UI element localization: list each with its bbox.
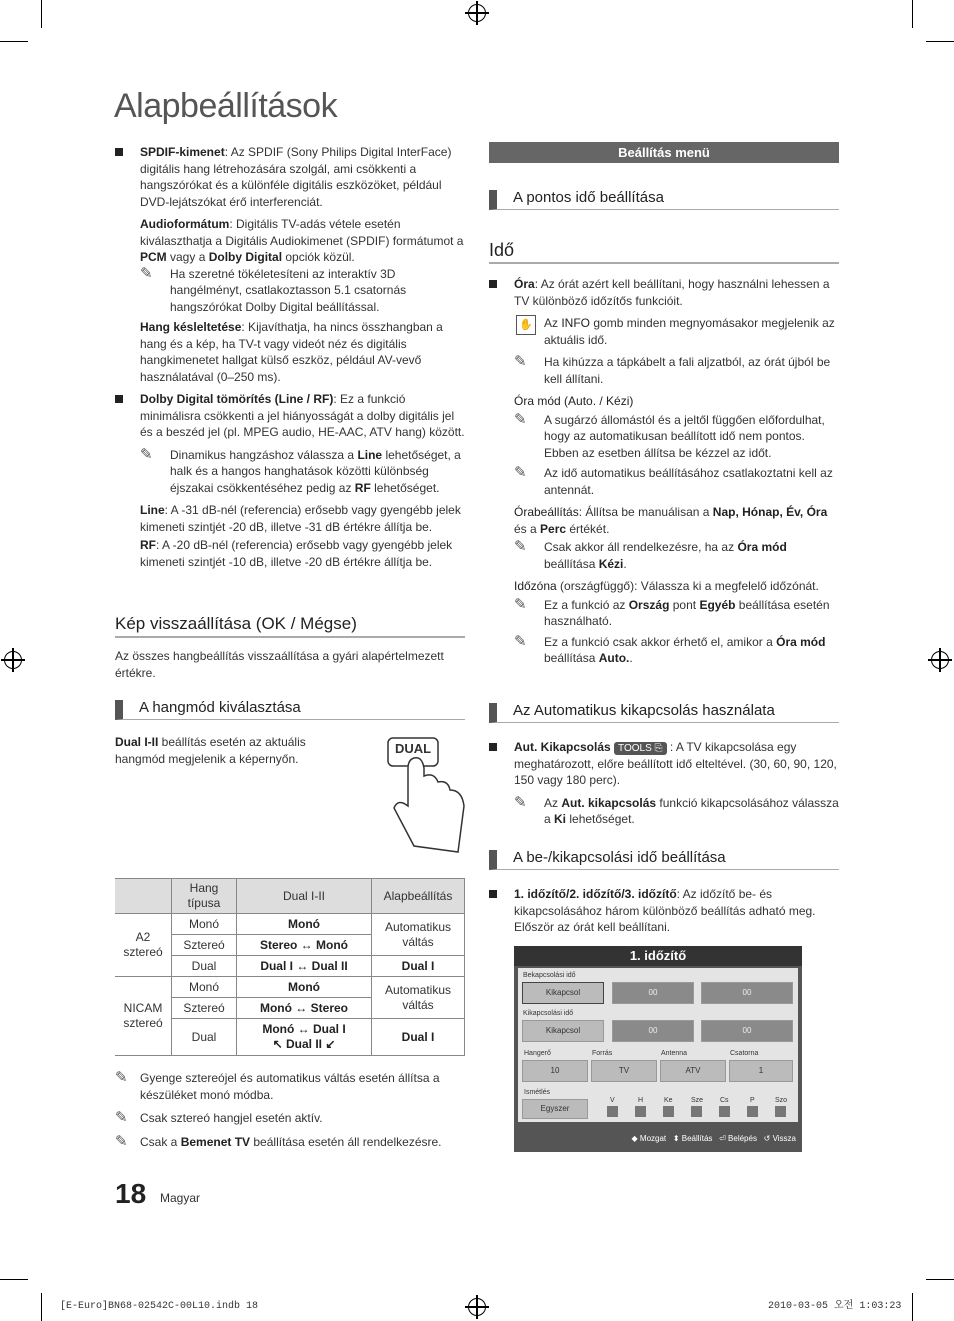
enter-icon: ⏎ (719, 1134, 726, 1143)
line-text: : A -31 dB-nél (referencia) erősebb vagy gyengébb jelek kimeneti szintjét -20 dB, illetve -31 dB értékre állítja be. (140, 503, 461, 534)
note-pencil-icon: ✎ (514, 595, 527, 613)
clock-set-bold: Perc (540, 521, 567, 536)
bullet-icon (489, 890, 497, 898)
table-cell: Dual (172, 1019, 237, 1056)
osd-day-checkbox[interactable] (635, 1106, 646, 1117)
note (115, 1070, 467, 1103)
bullet-icon (115, 395, 123, 403)
table-header: Dual I-II (237, 879, 372, 914)
note-text: Csak a (140, 1134, 181, 1149)
note-pencil-icon: ✎ (115, 1109, 128, 1126)
registration-mark-icon (468, 1298, 486, 1316)
note-text: Ez a funkció csak akkor érhető el, amikor a (544, 634, 777, 649)
time-heading: Idő (489, 242, 839, 264)
osd-value: Kikapcsol (545, 1026, 581, 1035)
auto-off-heading: Az Automatikus kikapcsolás használata (489, 703, 839, 723)
note-text: Csak sztereó hangjel esetén aktív. (140, 1111, 323, 1125)
table-cell: Automatikus váltás (372, 914, 465, 956)
ddc-label: Dolby Digital tömörítés (Line / RF) (140, 392, 334, 406)
osd-value: 00 (648, 1026, 658, 1035)
timer-section (489, 886, 839, 936)
table-header: Alapbeállítás (372, 879, 465, 914)
note (514, 597, 839, 630)
note (140, 266, 467, 316)
note-text: Ha szeretné tökéletesíteni az interaktív 3D hangélményt, csatlakoztasson 5.1 csatornás hangszórókat Dolby Digital beállítással. (170, 266, 407, 314)
note-pencil-icon: ✎ (514, 353, 527, 370)
osd-source-label: Forrás (592, 1050, 613, 1057)
table-cell: Sztereó (172, 998, 237, 1019)
osd-body (518, 968, 798, 1122)
note (514, 315, 839, 348)
adjust-icon: ⬍ (672, 1134, 680, 1143)
tools-badge (614, 742, 667, 755)
note-rf-label: RF (354, 480, 371, 495)
note-text: Csak akkor áll rendelkezésre, ha az (544, 540, 738, 554)
sound-mode-heading: A hangmód kiválasztása (115, 700, 465, 720)
note-text: lehetőséget. (370, 480, 440, 495)
osd-day-checkbox[interactable] (663, 1106, 674, 1117)
note (514, 465, 839, 498)
line-label: Line (140, 503, 165, 517)
osd-day-checkbox[interactable] (775, 1106, 786, 1117)
audioformat-text: opciók közül. (282, 250, 355, 264)
table-cell: Monó (237, 977, 372, 998)
note-bold: Óra mód (737, 540, 787, 554)
note (514, 795, 839, 828)
crop-mark (912, 0, 913, 28)
osd-channel-select[interactable] (729, 1060, 793, 1082)
crop-mark (912, 1293, 913, 1321)
dual-desc: beállítás esetén az aktuális hangmód megjelenik a képernyőn. (115, 735, 306, 766)
osd-value: 00 (742, 988, 752, 997)
table-cell: Dual (172, 956, 237, 977)
osd-day: V (610, 1097, 615, 1104)
osd-value: 1 (758, 1066, 764, 1075)
osd-source-select[interactable] (591, 1060, 657, 1082)
table-cell: Monó (172, 914, 237, 935)
osd-day-checkbox[interactable] (747, 1106, 758, 1117)
osd-enter-label: Belépés (728, 1134, 757, 1143)
reset-heading: Kép visszaállítása (OK / Mégse) (115, 616, 465, 638)
settings-menu-bar: Beállítás menü (489, 142, 839, 163)
exact-time-heading: A pontos idő beállítása (489, 190, 839, 210)
osd-day: Cs (720, 1097, 729, 1104)
tools-icon: ⎘ (654, 743, 663, 754)
osd-antenna-label: Antenna (661, 1050, 688, 1057)
audioformat-label: Audioformátum (140, 217, 230, 231)
osd-day-checkbox[interactable] (719, 1106, 730, 1117)
move-icon: ◆ (631, 1134, 638, 1143)
note-pencil-icon: ✎ (514, 410, 527, 428)
osd-day-checkbox[interactable] (691, 1106, 702, 1117)
spdif-item (115, 144, 467, 385)
timezone-label: Időzóna (514, 579, 557, 593)
note (115, 1110, 467, 1127)
table-cell-line: Monó ↔ Dual I (262, 1022, 346, 1036)
note-text: . (623, 556, 627, 571)
osd-on-minute[interactable] (701, 982, 793, 1004)
crop-mark (41, 0, 42, 28)
note (514, 354, 839, 387)
table-cell: NICAM sztereó (115, 977, 172, 1056)
crop-mark (0, 1279, 28, 1280)
osd-on-hour[interactable] (612, 982, 694, 1004)
osd-value: ATV (685, 1066, 701, 1075)
dual-button-label: DUAL (394, 741, 432, 756)
osd-off-minute[interactable] (701, 1020, 793, 1042)
osd-off-time-label: Kikapcsolási idő (523, 1010, 574, 1017)
note-text: . (629, 651, 633, 665)
spdif-label: SPDIF-kimenet (140, 145, 225, 159)
osd-footer (514, 1131, 796, 1148)
reset-text: Az összes hangbeállítás visszaállítása a gyári alapértelmezett értékre. (115, 649, 444, 680)
clock-set-text: értékét. (566, 521, 610, 536)
note-text: Ha kihúzza a tápkábelt a fali aljzatból, az órát újból be kell állítani. (544, 355, 831, 386)
auto-off-section (489, 739, 839, 828)
crop-mark (926, 41, 954, 42)
note-line-label: Line (357, 447, 383, 462)
note-text: Az (544, 795, 562, 810)
note (140, 447, 467, 497)
bullet-icon (489, 743, 497, 751)
osd-adjust-label: Beállítás (681, 1134, 713, 1143)
tools-label: TOOLS (618, 743, 652, 754)
table-notes (115, 1070, 467, 1150)
note-text: funkció kikapcsolásához válassza a (544, 795, 839, 826)
note-pencil-icon: ✎ (514, 632, 527, 650)
bullet-icon (489, 280, 497, 288)
note-text: gomb minden megnyomásakor megjelenik az aktuális idő. (544, 316, 835, 347)
note-pencil-icon: ✎ (514, 793, 527, 811)
note-text: beállítása esetén áll rendelkezésre. (250, 1134, 442, 1149)
clock-label: Óra (514, 277, 535, 291)
clock-item (489, 276, 839, 667)
osd-volume-select[interactable] (522, 1060, 588, 1082)
table-cell: Automatikus váltás (372, 977, 465, 1019)
table-header: Hang típusa (172, 879, 237, 914)
dolby-label: Dolby Digital (208, 250, 283, 264)
rf-label: RF (140, 538, 156, 552)
note-text: A sugárzó állomástól és a jeltől függően előfordulhat, hogy az automatikusan beállított idő nem pontos. Ebben az esetben állítsa be kézzel az időt. (544, 412, 825, 460)
audioformat-text: vagy a (166, 250, 209, 264)
note-text: Az idő automatikus beállításához csatlakoztatni kell az antennát. (544, 466, 833, 497)
osd-day: P (750, 1097, 755, 1104)
osd-repeat-label: Ismétlés (524, 1089, 551, 1096)
note-pencil-icon: ✎ (514, 538, 527, 555)
back-icon: ↺ (763, 1134, 771, 1143)
registration-mark-icon (4, 651, 22, 669)
note-pencil-icon: ✎ (514, 464, 527, 481)
osd-day: Sze (691, 1097, 704, 1104)
note-text: pont (669, 597, 700, 612)
table-cell: Stereo ↔ Monó (237, 935, 372, 956)
note-text: lehetőséget. (566, 812, 635, 826)
osd-value: Kikapcsol (545, 988, 581, 997)
note-pencil-icon: ✎ (115, 1069, 128, 1086)
print-date: 2010-03-05 오전 1:03:23 (768, 1301, 902, 1312)
osd-channel-label: Csatorna (730, 1050, 759, 1057)
note-text: Gyenge sztereójel és automatikus váltás esetén állítsa a készüléket monó módba. (140, 1071, 440, 1102)
table-cell (237, 1019, 372, 1056)
clock-set-text: és a (514, 521, 541, 536)
osd-move-label: Mozgat (639, 1134, 667, 1143)
auto-off-text: : A TV kikapcsolása egy meghatározott, előre beállított idő elteltével. (30, 60, 90, 120, 150 vagy 180 perc). (514, 740, 837, 787)
osd-off-time-select[interactable] (522, 1020, 604, 1042)
table-cell: Sztereó (172, 935, 237, 956)
crop-mark (0, 41, 28, 42)
note-bold: Bemenet TV (180, 1134, 251, 1149)
osd-antenna-select[interactable] (660, 1060, 726, 1082)
right-column (489, 276, 839, 667)
osd-off-hour[interactable] (612, 1020, 694, 1042)
osd-value: TV (618, 1066, 630, 1075)
osd-day: Szo (775, 1097, 788, 1104)
left-column (115, 144, 467, 570)
ddc-text: : Ez a funkció minimálisra csökkenti a jel hiányosságát a dolby digitális jel és a beszéd jel (pl. MPEG audio, HE-AAC, ATV hang) között. (140, 392, 465, 439)
table-cell-line: ↖ Dual II ↙ (272, 1037, 336, 1051)
table-header-empty (115, 879, 172, 914)
auto-off-label: Aut. Kikapcsolás (514, 740, 611, 754)
note-bold: Egyéb (699, 597, 736, 612)
info-label: INFO (561, 316, 591, 330)
note-bold: Auto. (598, 651, 630, 665)
print-file-info: [E-Euro]BN68-02542C-00L10.indb 18 (60, 1301, 259, 1312)
osd-back-label: Vissza (772, 1134, 796, 1143)
timer-item (489, 886, 839, 936)
note-text: lehetőséget, a halk és a hangos hanghatások közötti különbség éjszakai csökkentéséhez pedig az (170, 447, 461, 495)
timer-label: 1. időzítő/2. időzítő/3. időzítő (514, 887, 677, 901)
crop-mark (41, 1293, 42, 1321)
osd-value: 00 (742, 1026, 752, 1035)
ddc-item (115, 391, 467, 570)
audioformat-text: : Digitális TV-adás vétele esetén kiválaszthatja a Digitális Audiokimenet (SPDIF) formátumot a (140, 217, 464, 248)
osd-value: 10 (550, 1066, 560, 1075)
note (514, 539, 839, 572)
dual-text (115, 734, 345, 767)
spdif-text: : Az SPDIF (Sony Philips Digital InterFace) digitális hang létrehozására szolgál, ami csökkenti a hangszórókat és a különféle digitális eszközöket, például DVD-lejátszókat érő interferenciát. (140, 145, 452, 209)
note-text: beállítása (544, 651, 599, 665)
table-cell: Dual I (372, 956, 465, 977)
timer-osd-screen (514, 946, 802, 1152)
clock-set-bold: Nap, Hónap, Év, Óra (712, 505, 828, 519)
osd-title: 1. időzítő (514, 946, 802, 966)
osd-on-time-select[interactable] (522, 982, 604, 1004)
page-language: Magyar (160, 1191, 201, 1205)
hand-icon (394, 758, 464, 852)
rf-text: : A -20 dB-nél (referencia) erősebb vagy gyengébb jelek kimeneti szintjét -10 dB, illetve -20 dB értékre állítja be. (140, 538, 453, 569)
note-bold: Ország (628, 597, 670, 612)
osd-repeat-select[interactable] (522, 1099, 588, 1119)
note (514, 634, 839, 667)
note (115, 1134, 467, 1151)
table-cell: Monó (237, 914, 372, 935)
table-cell: Dual I (372, 1019, 465, 1056)
clock-mode-label: Óra mód (Auto. / Kézi) (514, 394, 634, 408)
registration-mark-icon (931, 651, 949, 669)
note-text: Az (544, 316, 562, 330)
bullet-icon (115, 148, 123, 156)
clock-set-text: : Állítsa be manuálisan a (578, 505, 713, 519)
note-text: Dinamikus hangzáshoz válassza a (170, 447, 358, 462)
note-text: beállítása (544, 556, 599, 571)
registration-mark-icon (468, 4, 486, 22)
dual-label: Dual I-II (115, 735, 159, 749)
osd-day-checkbox[interactable] (607, 1106, 618, 1117)
osd-on-time-label: Bekapcsolási idő (523, 972, 576, 979)
osd-volume-label: Hangerő (524, 1050, 551, 1057)
note-bold: Ki (554, 812, 567, 826)
info-memo-icon: ✋ (516, 315, 536, 335)
note (514, 412, 839, 462)
note-bold: Kézi (598, 556, 624, 571)
table-cell: A2 sztereó (115, 914, 172, 977)
timer-text: : Az időzítő be- és kikapcsolásához három különböző beállítás adható meg. Először az órát kell beállítani. (514, 887, 816, 934)
pcm-label: PCM (140, 250, 167, 264)
clock-text: : Az órát azért kell beállítani, hogy használni lehessen a TV különböző időzítős funkcióit. (514, 277, 830, 308)
note-pencil-icon: ✎ (115, 1132, 128, 1150)
osd-day: Ke (664, 1097, 673, 1104)
note-pencil-icon: ✎ (140, 264, 153, 282)
delay-label: Hang késleltetése (140, 320, 242, 334)
timer-heading: A be-/kikapcsolási idő beállítása (489, 850, 839, 870)
clock-set-label: Órabeállítás (514, 505, 579, 519)
page-title: Alapbeállítások (114, 87, 338, 125)
table-cell: Monó ↔ Stereo (237, 998, 372, 1019)
delay-text: : Kijavíthatja, ha nincs összhangban a hang és a kép, ha TV-t vagy videót néz és digitális hangkimenetet hallgat külső eszköz, például AV-vevő használatával (0–250 ms). (140, 320, 443, 384)
table-cell: Monó (172, 977, 237, 998)
note-text: beállítása esetén használható. (544, 597, 830, 628)
note-bold: Óra mód (776, 634, 826, 649)
note-pencil-icon: ✎ (140, 445, 153, 463)
timezone-text: (országfüggő): Válassza ki a megfelelő időzónát. (556, 579, 819, 593)
page-number: 18 (115, 1178, 147, 1209)
note-text: Ez a funkció az (544, 597, 629, 612)
note-bold: Aut. kikapcsolás (561, 795, 657, 810)
osd-value: 00 (648, 988, 658, 997)
osd-value: Egyszer (540, 1104, 570, 1113)
osd-day: H (638, 1097, 644, 1104)
table-cell: Dual I ↔ Dual II (237, 956, 372, 977)
sound-mode-table (115, 878, 465, 1056)
crop-mark (926, 1279, 954, 1280)
auto-off-item (489, 739, 839, 828)
